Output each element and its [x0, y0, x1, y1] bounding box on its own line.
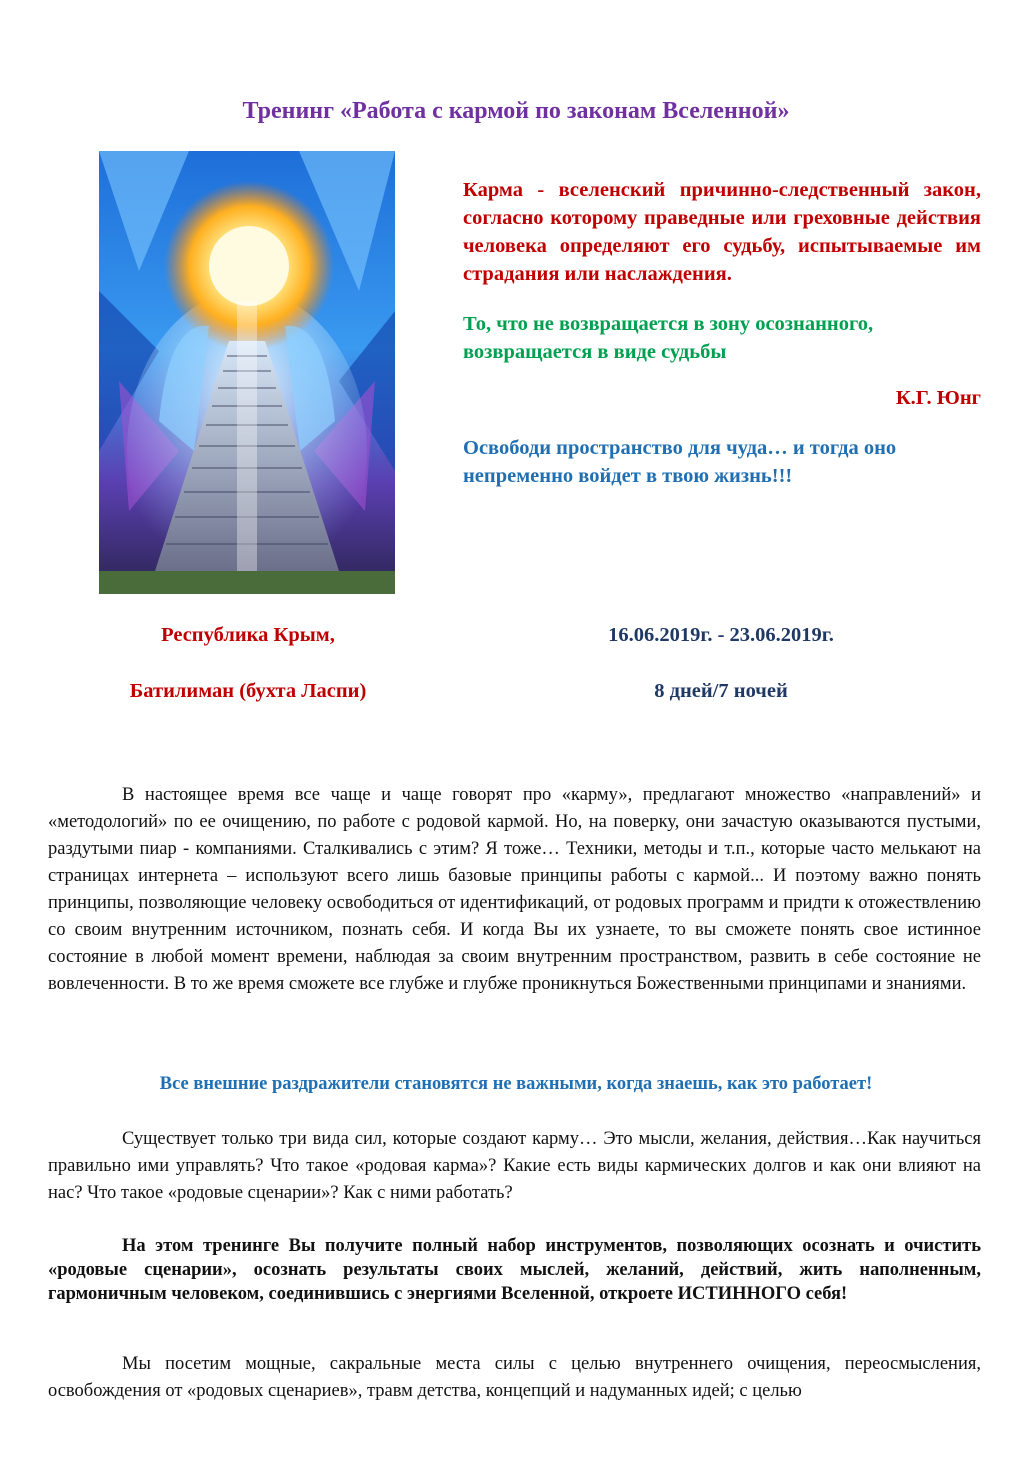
- body-paragraph-1: В настоящее время все чаще и чаще говорят про «карму», предлагают множество «направлений» и «методологий» по ее очищению, по работе с родовой кармой. Но, на поверку, они зачастую оказываются пустыми, раздутыми пиар - компаниями. Сталкивались с этим? Я тоже… Техники, методы и т.п., которые часто мелькают на страницах интернета – используют всего лишь базовые принципы работы с кармой... И поэтому важно понять принципы, позволяющие человеку освободиться от идентификаций, от родовых программ и придти к отожествлению со своим внутренним источником, познать себя. И когда Вы их узнаете, то вы сможете понять свое истинное состояние в любой момент времени, наблюдая за своим внутренним пространством, развить в себе состояние не вовлеченности. В то же время сможете все глубже и глубже проникнуться Божественными принципами и знаниями.: [48, 785, 981, 994]
- karma-definition: Карма - вселенский причинно-следственный закон, согласно которому праведные или греховные действия человека определяют его судьбу, испытываемые им страдания или наслаждения.: [463, 179, 981, 285]
- event-dates: 16.06.2019г. - 23.06.2019г.: [608, 624, 834, 646]
- body-paragraph-1-block: [48, 782, 981, 998]
- event-duration: 8 дней/7 ночей: [654, 680, 788, 702]
- body-paragraph-2-block: [48, 1126, 981, 1207]
- body-paragraph-3-block: [48, 1234, 981, 1306]
- body-paragraph-3: На этом тренинге Вы получите полный набор инструментов, позволяющих осознать и очистить «родовые сценарии», осознать результаты своих мыслей, желаний, действий, жить наполненным, гармоничным человеком, соединившись с энергиями Вселенной, откроете ИСТИННОГО себя!: [48, 1236, 981, 1304]
- quote-author: К.Г. Юнг: [895, 387, 981, 409]
- stairway-to-light-image: [99, 151, 395, 594]
- highlight-line: Все внешние раздражители становятся не важными, когда знаешь, как это работает!: [159, 1074, 873, 1094]
- location-region: Республика Крым,: [161, 624, 335, 646]
- intro-block: [463, 176, 981, 490]
- body-paragraph-2: Существует только три вида сил, которые создают карму… Это мысли, желания, действия…Как научиться правильно ими управлять? Что такое «родовая карма»? Какие есть виды кармических долгов и как они влияют на нас? Что такое «родовые сценарии»? Как с ними работать?: [48, 1129, 981, 1203]
- call-to-action: Освободи пространство для чуда… и тогда оно непременно войдет в твою жизнь!!!: [463, 437, 897, 487]
- jung-quote: То, что не возвращается в зону осознанного, возвращается в виде судьбы: [463, 313, 874, 363]
- page-title: Тренинг «Работа с кармой по законам Вселенной»: [242, 98, 790, 124]
- body-paragraph-4: Мы посетим мощные, сакральные места силы с целью внутреннего очищения, переосмысления, освобождения от «родовых сценариев», травм детства, концепций и надуманных идей; с целью: [48, 1354, 981, 1401]
- location-place: Батилиман (бухта Ласпи): [129, 680, 367, 702]
- body-paragraph-4-block: [48, 1351, 981, 1405]
